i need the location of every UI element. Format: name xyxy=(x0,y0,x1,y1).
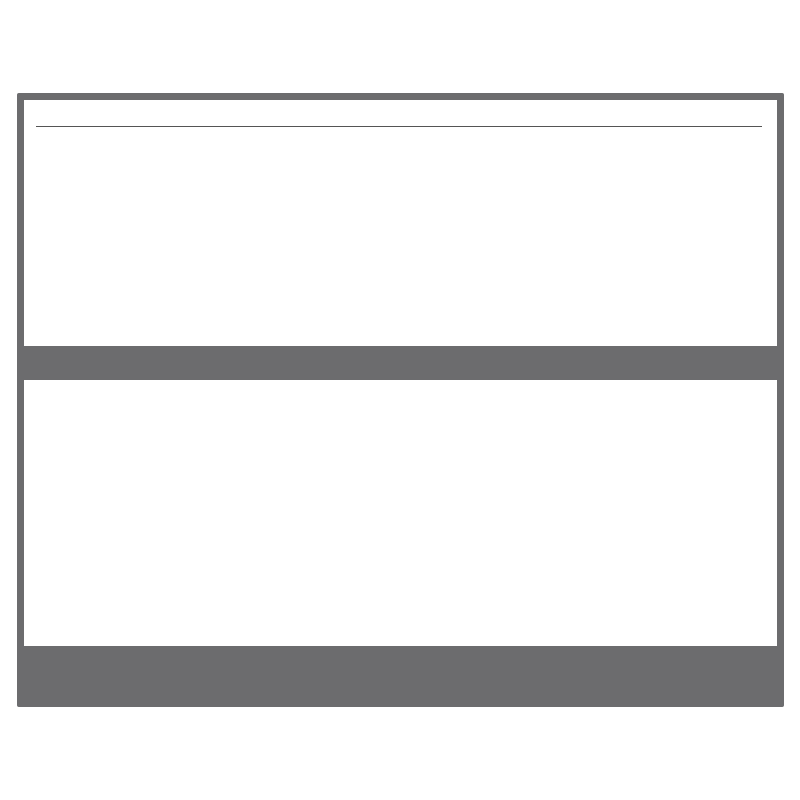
week-page-bottom xyxy=(24,380,777,646)
week-page-top xyxy=(24,100,777,346)
header-rule xyxy=(36,126,762,127)
